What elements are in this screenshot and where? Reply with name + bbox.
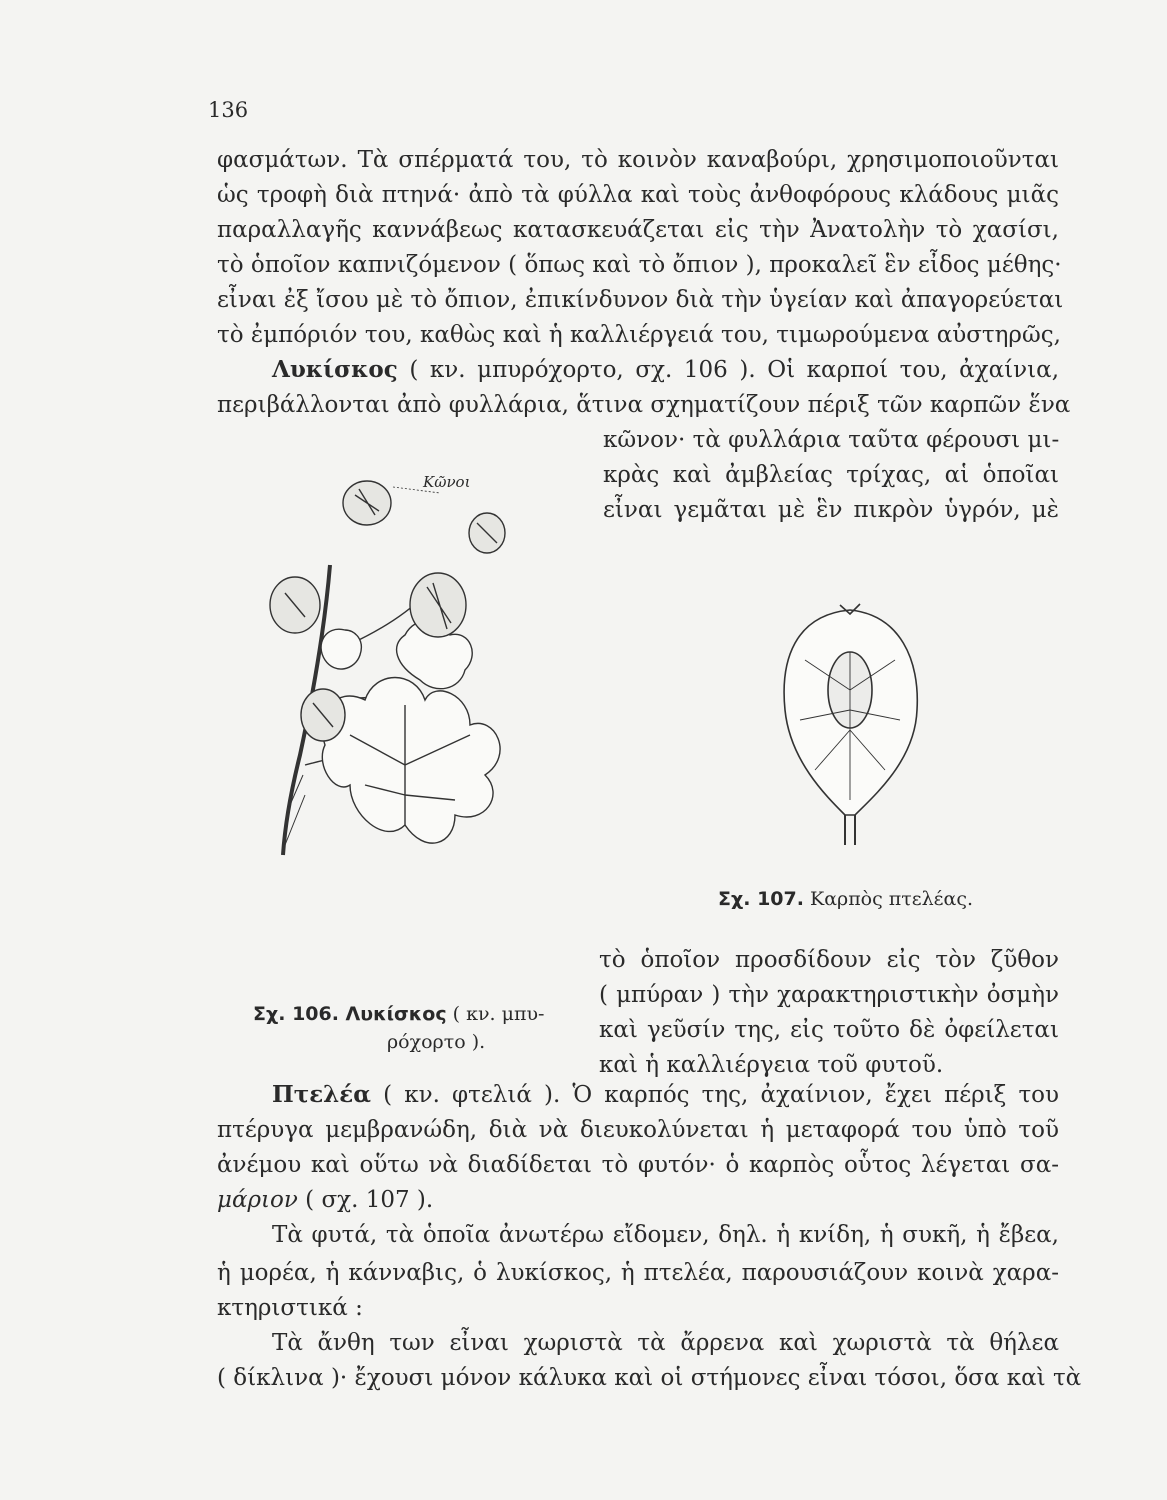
- figure107-caption: [718, 888, 973, 910]
- ptelea-line4: μάριον ( σχ. 107 ).: [217, 1187, 434, 1213]
- text-line: Τὰ ἄνθη των εἶναι χωριστὰ τὰ ἄρρενα καὶ χωριστὰ τὰ θήλεα: [272, 1330, 1059, 1356]
- hop-plant-illustration: [255, 465, 575, 895]
- text-line: κρὰς καὶ ἀμβλείας τρίχας, αἱ ὁποῖαι: [603, 462, 1059, 488]
- lykiskos-line: Λυκίσκος ( κν. μπυρόχορτο, σχ. 106 ). Οἱ καρποί του, ἀχαίνια,: [272, 356, 1060, 383]
- text-line: περιβάλλονται ἀπὸ φυλλάρια, ἅτινα σχηματίζουν πέριξ τῶν καρπῶν ἕνα: [217, 392, 1071, 418]
- figure-label-konoi: Κῶνοι: [423, 473, 471, 491]
- text-line: τὸ ὁποῖον καπνιζόμενον ( ὅπως καὶ τὸ ὄπιον ), προκαλεῖ ἓν εἶδος μέθης·: [217, 252, 1062, 278]
- text-line: εἶναι ἐξ ἴσου μὲ τὸ ὄπιον, ἐπικίνδυνον διὰ τὴν ὑγείαν καὶ ἀπαγορεύεται: [217, 287, 1064, 313]
- figure106-caption-cont: ρόχορτο ).: [387, 1031, 486, 1053]
- ptelea-line: Πτελέα ( κν. φτελιά ). Ὁ καρπός της, ἀχαίνιον, ἔχει πέριξ του: [272, 1081, 1059, 1108]
- text-line: τὸ ἐμπόριόν του, καθὼς καὶ ἡ καλλιέργειά του, τιμωρούμενα αὐστηρῶς,: [217, 322, 1061, 348]
- text-line: τὸ ὁποῖον προσδίδουν εἰς τὸν ζῦθον: [599, 947, 1059, 973]
- term-lykiskos: Λυκίσκος: [272, 356, 398, 383]
- text-line: κῶνον· τὰ φυλλάρια ταῦτα φέρουσι μι-: [603, 427, 1060, 453]
- text-line: εἶναι γεμᾶται μὲ ἓν πικρὸν ὑγρόν, μὲ: [603, 497, 1059, 523]
- figure106-caption: Σχ. 106. Λυκίσκος ( κν. μπυ-: [253, 1003, 545, 1025]
- elm-fruit-illustration: [775, 600, 925, 845]
- text-line: ( μπύραν ) τὴν χαρακτηριστικὴν ὀσμὴν: [599, 982, 1059, 1008]
- text-line: παραλλαγῆς καννάβεως κατασκευάζεται εἰς τὴν Ἀνατολὴν τὸ χασίσι,: [217, 217, 1059, 243]
- text-line: ἀνέμου καὶ οὕτω νὰ διαδίδεται τὸ φυτόν· ὁ καρπὸς οὗτος λέγεται σα-: [217, 1152, 1059, 1178]
- figure107-caption-label: Σχ. 107.: [718, 888, 804, 910]
- page-number: 136: [208, 98, 249, 122]
- text-line: καὶ ἡ καλλιέργεια τοῦ φυτοῦ.: [599, 1052, 944, 1078]
- text-line: ἡ μορέα, ἡ κάνναβις, ὁ λυκίσκος, ἡ πτελέα, παρουσιάζουν κοινὰ χαρα-: [217, 1260, 1059, 1286]
- text-line: φασμάτων. Τὰ σπέρματά του, τὸ κοινὸν καναβούρι, χρησιμοποιοῦνται: [217, 147, 1059, 173]
- term-samarion: μάριον: [217, 1187, 298, 1213]
- text-line: Τὰ φυτά, τὰ ὁποῖα ἀνωτέρω εἴδομεν, δηλ. ἡ κνίδη, ἡ συκῆ, ἡ ἔβεα,: [272, 1222, 1059, 1248]
- text-line: πτέρυγα μεμβρανώδη, διὰ νὰ διευκολύνεται ἡ μεταφορά του ὑπὸ τοῦ: [217, 1117, 1059, 1143]
- text-line: ( δίκλινα )· ἔχουσι μόνον κάλυκα καὶ οἱ στήμονες εἶναι τόσοι, ὅσα καὶ τὰ: [217, 1365, 1082, 1391]
- text-line: ὡς τροφὴ διὰ πτηνά· ἀπὸ τὰ φύλλα καὶ τοὺς ἀνθοφόρους κλάδους μιᾶς: [217, 182, 1059, 208]
- figure107-caption-text: Καρπὸς πτελέας.: [810, 888, 974, 910]
- figure106-caption-label: Σχ. 106. Λυκίσκος: [253, 1003, 447, 1025]
- term-ptelea: Πτελέα: [272, 1081, 371, 1108]
- text-line: κτηριστικά :: [217, 1295, 363, 1321]
- text-line: καὶ γεῦσίν της, εἰς τοῦτο δὲ ὀφείλεται: [599, 1017, 1059, 1043]
